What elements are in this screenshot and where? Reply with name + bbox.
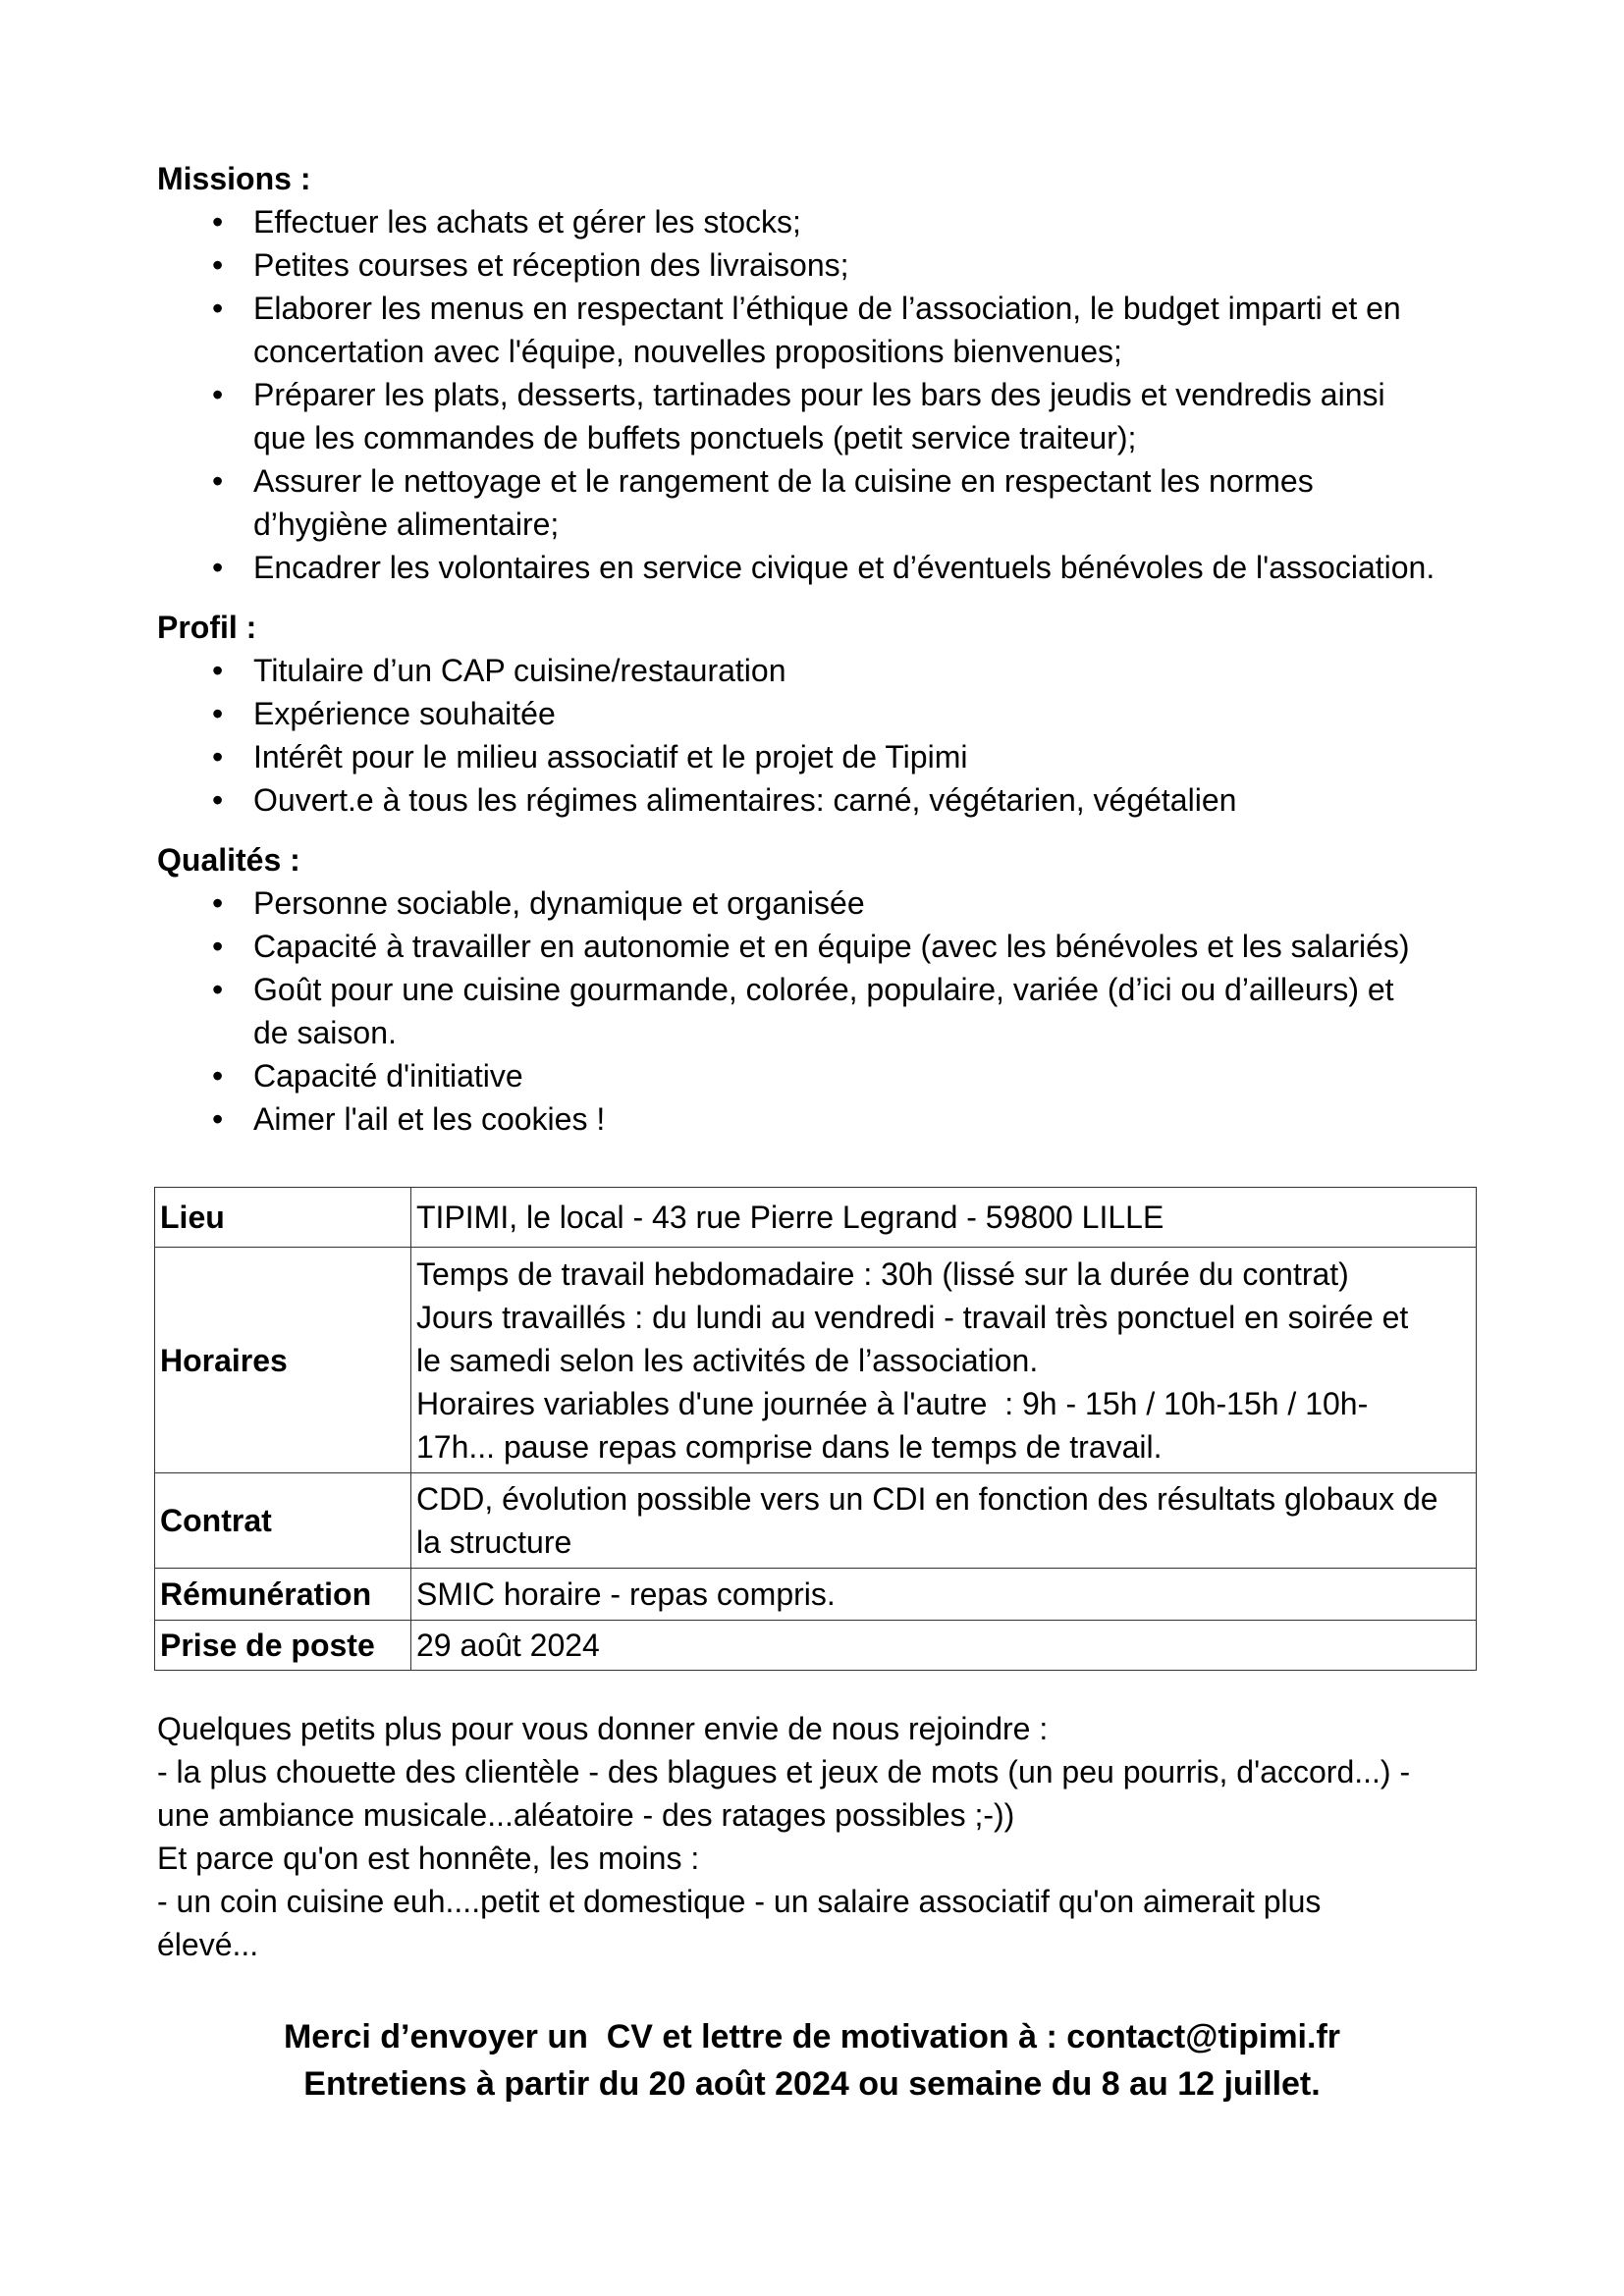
row-label: Lieu — [155, 1188, 411, 1248]
table-row-salary — [155, 1569, 1477, 1621]
item-text: Effectuer les achats et gérer les stocks; — [253, 204, 801, 240]
bullet-icon — [212, 287, 226, 330]
bullet-icon — [212, 649, 226, 692]
item-text: Elaborer les menus en respectant l’éthique de l’association, le budget imparti et en — [253, 291, 1401, 326]
item-text: Intérêt pour le milieu associatif et le projet de Tipimi — [253, 739, 968, 774]
value-line: SMIC horaire - repas compris. — [416, 1576, 836, 1612]
item-text: Petites courses et réception des livraisons; — [253, 247, 849, 283]
page-content — [157, 157, 1467, 2108]
missions-section — [157, 157, 1467, 589]
row-value — [411, 1621, 1477, 1671]
row-value — [411, 1188, 1477, 1248]
item-text: concertation avec l'équipe, nouvelles propositions bienvenues; — [253, 334, 1122, 369]
value-line: 17h... pause repas comprise dans le temps de travail. — [416, 1428, 1163, 1465]
table-row-start-date — [155, 1621, 1477, 1671]
item-text: Encadrer les volontaires en service civique et d’éventuels bénévoles de l'association. — [253, 550, 1435, 585]
item-text: Capacité d'initiative — [253, 1058, 523, 1094]
row-label: Rémunération — [155, 1569, 411, 1621]
bullet-icon — [212, 735, 226, 778]
item-text: Expérience souhaitée — [253, 696, 556, 731]
application-text: Merci d’envoyer un CV et lettre de motivation à : — [283, 2018, 1067, 2056]
row-value — [411, 1473, 1477, 1569]
paragraph-line: - un coin cuisine euh....petit et domestique - un salaire associatif qu'on aimerait plus — [157, 1884, 1322, 1919]
table-row-location — [155, 1188, 1477, 1248]
bullet-icon — [212, 373, 226, 416]
interview-dates: Entretiens à partir du 20 août 2024 ou semaine du 8 au 12 juillet. — [303, 2065, 1321, 2103]
paragraph-line: élevé... — [157, 1927, 259, 1962]
quality-item — [157, 968, 1467, 1054]
quality-item — [157, 881, 1467, 925]
item-text: que les commandes de buffets ponctuels (petit service traiteur); — [253, 420, 1137, 455]
bullet-icon — [212, 1097, 226, 1141]
mission-item — [157, 373, 1467, 459]
mission-item — [157, 287, 1467, 373]
value-line: le samedi selon les activités de l’association. — [416, 1342, 1039, 1378]
item-text: Préparer les plats, desserts, tartinades pour les bars des jeudis et vendredis ainsi — [253, 377, 1385, 412]
value-line: TIPIMI, le local - 43 rue Pierre Legrand - 59800 LILLE — [416, 1200, 1164, 1235]
table-row-hours — [155, 1248, 1477, 1473]
profile-section — [157, 606, 1467, 822]
mission-item — [157, 200, 1467, 243]
value-line: Horaires variables d'une journée à l'autre : 9h - 15h / 10h-15h / 10h- — [416, 1385, 1369, 1421]
bullet-icon — [212, 243, 226, 287]
row-value — [411, 1248, 1477, 1473]
quality-item — [157, 1097, 1467, 1141]
profile-item — [157, 735, 1467, 778]
item-text: Titulaire d’un CAP cuisine/restauration — [253, 653, 786, 688]
quality-item — [157, 1054, 1467, 1097]
bullet-icon — [212, 459, 226, 503]
profile-item — [157, 649, 1467, 692]
bullet-icon — [212, 200, 226, 243]
value-line: Temps de travail hebdomadaire : 30h (lissé sur la durée du contrat) — [416, 1255, 1349, 1292]
bullet-icon — [212, 925, 226, 968]
mission-item — [157, 546, 1467, 589]
extras-paragraph — [157, 1707, 1467, 1966]
mission-item — [157, 459, 1467, 546]
profile-item — [157, 692, 1467, 735]
closing-block — [0, 2013, 1624, 2108]
value-line: 29 août 2024 — [416, 1628, 600, 1663]
profile-list — [157, 649, 1467, 822]
bullet-icon — [212, 1054, 226, 1097]
item-text: Goût pour une cuisine gourmande, colorée, populaire, variée (d’ici ou d’ailleurs) et — [253, 972, 1394, 1007]
value-line: Jours travaillés : du lundi au vendredi - travail très ponctuel en soirée et — [416, 1299, 1409, 1335]
bullet-icon — [212, 546, 226, 589]
paragraph-line: - la plus chouette des clientèle - des blagues et jeux de mots (un peu pourris, d'accord...) - — [157, 1754, 1411, 1789]
row-label: Contrat — [155, 1473, 411, 1569]
bullet-icon — [212, 692, 226, 735]
missions-heading: Missions : — [157, 161, 311, 196]
item-text: Aimer l'ail et les cookies ! — [253, 1101, 606, 1137]
item-text: d’hygiène alimentaire; — [253, 507, 560, 542]
qualities-section — [157, 838, 1467, 1141]
paragraph-line: une ambiance musicale...aléatoire - des ratages possibles ;-)) — [157, 1797, 1015, 1833]
item-text: Capacité à travailler en autonomie et en équipe (avec les bénévoles et les salariés) — [253, 929, 1410, 964]
contact-email: contact@tipimi.fr — [1066, 2018, 1341, 2056]
item-text: Assurer le nettoyage et le rangement de la cuisine en respectant les normes — [253, 463, 1314, 499]
details-table — [154, 1187, 1477, 1671]
value-line: CDD, évolution possible vers un CDI en fonction des résultats globaux de — [416, 1481, 1438, 1517]
item-text: Personne sociable, dynamique et organisée — [253, 885, 865, 921]
row-value — [411, 1569, 1477, 1621]
qualities-list — [157, 881, 1467, 1141]
table-row-contract — [155, 1473, 1477, 1569]
row-label: Prise de poste — [155, 1621, 411, 1671]
missions-list — [157, 200, 1467, 589]
profile-item — [157, 778, 1467, 822]
profile-heading: Profil : — [157, 610, 257, 645]
bullet-icon — [212, 778, 226, 822]
item-text: Ouvert.e à tous les régimes alimentaires: carné, végétarien, végétalien — [253, 782, 1237, 818]
value-line: la structure — [416, 1524, 572, 1560]
item-text: de saison. — [253, 1015, 397, 1050]
bullet-icon — [212, 968, 226, 1011]
row-label: Horaires — [155, 1248, 411, 1473]
qualities-heading: Qualités : — [157, 842, 300, 878]
quality-item — [157, 925, 1467, 968]
paragraph-line: Quelques petits plus pour vous donner envie de nous rejoindre : — [157, 1711, 1049, 1746]
application-instruction — [0, 2013, 1624, 2060]
bullet-icon — [212, 881, 226, 925]
paragraph-line: Et parce qu'on est honnête, les moins : — [157, 1841, 700, 1876]
mission-item — [157, 243, 1467, 287]
